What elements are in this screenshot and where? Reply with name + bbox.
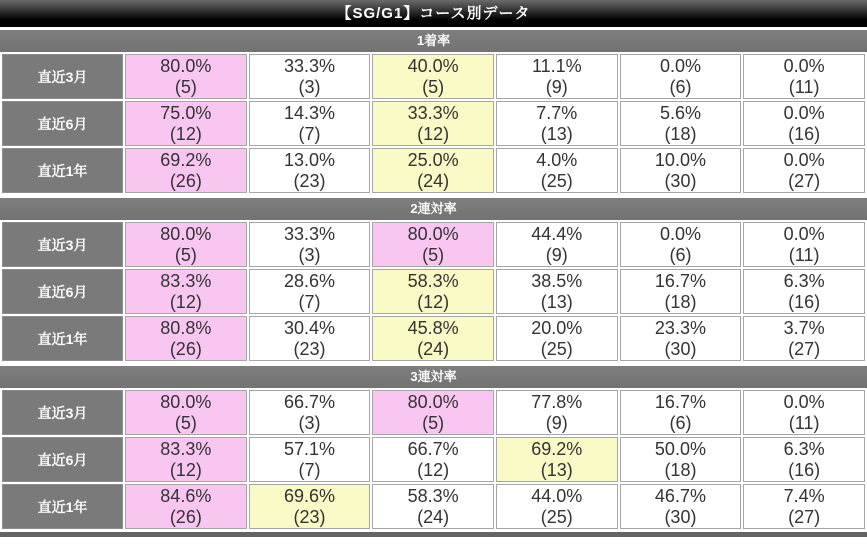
race-count: (9) — [545, 76, 568, 97]
pct-value: 57.1% — [283, 438, 335, 459]
race-count: (3) — [298, 244, 321, 265]
race-count: (11) — [788, 76, 820, 97]
race-count: (16) — [788, 459, 821, 480]
stat-cell — [620, 148, 742, 193]
row-header: 直近3月 — [2, 222, 123, 267]
pct-value: 38.5% — [531, 270, 583, 291]
race-count: (26) — [169, 338, 202, 359]
stat-cell — [496, 316, 618, 361]
pct-value: 58.3% — [407, 270, 459, 291]
pct-value: 16.7% — [654, 391, 706, 412]
pct-value: 69.2% — [531, 438, 583, 459]
race-count: (30) — [664, 338, 697, 359]
race-count: (7) — [298, 459, 321, 480]
race-count: (27) — [788, 338, 821, 359]
race-count: (13) — [540, 459, 573, 480]
stat-cell — [249, 222, 371, 267]
row-header: 直近1年 — [2, 484, 123, 529]
race-count: (5) — [422, 244, 445, 265]
stat-cell — [620, 484, 742, 529]
pct-value: 84.6% — [160, 485, 212, 506]
race-count: (24) — [417, 170, 450, 191]
stat-cell — [620, 54, 742, 99]
stat-cell — [249, 269, 371, 314]
pct-value: 30.4% — [283, 317, 335, 338]
stats-table-win-rate — [0, 52, 867, 195]
pct-value: 16.7% — [654, 270, 706, 291]
row-header: 直近3月 — [2, 390, 123, 435]
stat-cell — [743, 101, 865, 146]
race-count: (3) — [298, 412, 321, 433]
race-count: (9) — [545, 244, 568, 265]
race-count: (6) — [669, 244, 692, 265]
stat-cell — [620, 222, 742, 267]
stat-cell — [496, 269, 618, 314]
row-header: 直近6月 — [2, 101, 123, 146]
table-row — [2, 269, 865, 314]
stat-cell — [249, 54, 371, 99]
stat-cell — [125, 269, 247, 314]
pct-value: 0.0% — [783, 55, 825, 76]
pct-value: 80.0% — [407, 391, 459, 412]
race-count: (30) — [664, 506, 697, 527]
race-count: (6) — [669, 412, 692, 433]
stat-cell — [372, 316, 494, 361]
row-header: 直近6月 — [2, 269, 123, 314]
stat-cell — [372, 484, 494, 529]
race-count: (25) — [540, 170, 573, 191]
stat-cell — [372, 148, 494, 193]
section-header-top2-rate: 2連対率 — [0, 198, 867, 220]
race-count: (7) — [298, 123, 321, 144]
race-count: (16) — [788, 123, 821, 144]
pct-value: 33.3% — [283, 223, 335, 244]
pct-value: 0.0% — [783, 391, 825, 412]
stat-cell — [496, 101, 618, 146]
stat-cell — [125, 222, 247, 267]
stat-cell — [496, 54, 618, 99]
stat-cell — [125, 437, 247, 482]
race-count: (18) — [664, 291, 697, 312]
stat-cell — [620, 269, 742, 314]
stat-cell — [743, 484, 865, 529]
pct-value: 6.3% — [783, 270, 825, 291]
race-count: (13) — [540, 291, 573, 312]
race-count: (16) — [788, 291, 821, 312]
stats-table-top3-rate — [0, 388, 867, 531]
stat-cell — [496, 484, 618, 529]
bottom-divider — [0, 532, 867, 537]
pct-value: 11.1% — [531, 55, 582, 76]
pct-value: 80.0% — [160, 223, 212, 244]
stat-cell — [125, 484, 247, 529]
race-count: (23) — [293, 170, 326, 191]
pct-value: 66.7% — [283, 391, 335, 412]
stat-cell — [249, 148, 371, 193]
race-count: (12) — [169, 291, 202, 312]
table-row — [2, 484, 865, 529]
race-count: (5) — [174, 412, 197, 433]
pct-value: 3.7% — [783, 317, 825, 338]
stat-cell — [743, 148, 865, 193]
pct-value: 66.7% — [407, 438, 459, 459]
stat-cell — [372, 101, 494, 146]
pct-value: 58.3% — [407, 485, 459, 506]
race-count: (5) — [174, 76, 197, 97]
race-count: (18) — [664, 123, 697, 144]
table-row — [2, 148, 865, 193]
section-header-top3-rate: 3連対率 — [0, 366, 867, 388]
pct-value: 83.3% — [160, 438, 212, 459]
pct-value: 40.0% — [407, 55, 459, 76]
row-header: 直近3月 — [2, 54, 123, 99]
race-count: (26) — [169, 170, 202, 191]
row-header: 直近1年 — [2, 316, 123, 361]
pct-value: 5.6% — [659, 102, 701, 123]
race-count: (12) — [417, 123, 450, 144]
stat-cell — [743, 269, 865, 314]
stat-cell — [743, 54, 865, 99]
stat-cell — [620, 101, 742, 146]
pct-value: 33.3% — [283, 55, 335, 76]
stat-cell — [249, 390, 371, 435]
stat-cell — [125, 101, 247, 146]
pct-value: 7.4% — [783, 485, 825, 506]
pct-value: 14.3% — [283, 102, 335, 123]
race-count: (12) — [169, 459, 202, 480]
race-count: (23) — [293, 338, 326, 359]
stat-cell — [620, 390, 742, 435]
race-count: (11) — [788, 244, 820, 265]
stat-cell — [743, 437, 865, 482]
race-count: (12) — [417, 459, 450, 480]
table-row — [2, 54, 865, 99]
stat-cell — [372, 390, 494, 435]
page-title: 【SG/G1】コース別データ — [0, 0, 867, 27]
race-count: (11) — [788, 412, 820, 433]
race-count: (25) — [540, 338, 573, 359]
stat-cell — [496, 437, 618, 482]
pct-value: 0.0% — [659, 55, 701, 76]
race-count: (27) — [788, 170, 821, 191]
row-header: 直近1年 — [2, 148, 123, 193]
race-count: (12) — [417, 291, 450, 312]
stat-cell — [249, 437, 371, 482]
stat-cell — [125, 390, 247, 435]
race-count: (3) — [298, 76, 321, 97]
race-count: (27) — [788, 506, 821, 527]
pct-value: 75.0% — [160, 102, 212, 123]
stat-cell — [249, 484, 371, 529]
race-count: (5) — [422, 412, 445, 433]
pct-value: 50.0% — [654, 438, 706, 459]
stat-cell — [743, 316, 865, 361]
race-count: (12) — [169, 123, 202, 144]
pct-value: 80.0% — [407, 223, 459, 244]
stat-cell — [372, 437, 494, 482]
table-row — [2, 222, 865, 267]
stats-table-top2-rate — [0, 220, 867, 363]
race-count: (6) — [669, 76, 692, 97]
stat-cell — [620, 437, 742, 482]
race-count: (25) — [540, 506, 573, 527]
race-count: (13) — [540, 123, 573, 144]
pct-value: 7.7% — [536, 102, 578, 123]
section-header-win-rate: 1着率 — [0, 30, 867, 52]
race-count: (5) — [422, 76, 445, 97]
stat-cell — [743, 222, 865, 267]
table-row — [2, 437, 865, 482]
race-count: (30) — [664, 170, 697, 191]
table-row — [2, 101, 865, 146]
pct-value: 25.0% — [407, 149, 459, 170]
race-count: (9) — [545, 412, 568, 433]
pct-value: 44.4% — [531, 223, 583, 244]
pct-value: 80.0% — [160, 55, 212, 76]
pct-value: 77.8% — [531, 391, 583, 412]
stat-cell — [249, 316, 371, 361]
stat-cell — [496, 390, 618, 435]
pct-value: 0.0% — [783, 102, 825, 123]
pct-value: 80.8% — [160, 317, 212, 338]
stat-cell — [249, 101, 371, 146]
stat-cell — [125, 148, 247, 193]
table-row — [2, 390, 865, 435]
race-count: (7) — [298, 291, 321, 312]
row-header: 直近6月 — [2, 437, 123, 482]
pct-value: 0.0% — [783, 223, 825, 244]
race-count: (23) — [293, 506, 326, 527]
race-count: (24) — [417, 506, 450, 527]
pct-value: 4.0% — [536, 149, 578, 170]
pct-value: 0.0% — [659, 223, 701, 244]
stat-cell — [496, 148, 618, 193]
pct-value: 80.0% — [160, 391, 212, 412]
stat-cell — [125, 316, 247, 361]
stat-cell — [743, 390, 865, 435]
stat-cell — [372, 222, 494, 267]
pct-value: 0.0% — [783, 149, 825, 170]
pct-value: 69.6% — [283, 485, 335, 506]
race-count: (18) — [664, 459, 697, 480]
pct-value: 6.3% — [783, 438, 825, 459]
pct-value: 45.8% — [407, 317, 459, 338]
race-count: (26) — [169, 506, 202, 527]
stat-cell — [372, 269, 494, 314]
pct-value: 46.7% — [654, 485, 706, 506]
pct-value: 10.0% — [654, 149, 706, 170]
pct-value: 23.3% — [654, 317, 706, 338]
pct-value: 13.0% — [283, 149, 335, 170]
table-row — [2, 316, 865, 361]
race-count: (5) — [174, 244, 197, 265]
pct-value: 44.0% — [531, 485, 583, 506]
pct-value: 28.6% — [283, 270, 335, 291]
pct-value: 33.3% — [407, 102, 459, 123]
pct-value: 69.2% — [160, 149, 212, 170]
pct-value: 20.0% — [531, 317, 583, 338]
stat-cell — [620, 316, 742, 361]
stat-cell — [496, 222, 618, 267]
stat-cell — [125, 54, 247, 99]
pct-value: 83.3% — [160, 270, 212, 291]
stat-cell — [372, 54, 494, 99]
race-count: (24) — [417, 338, 450, 359]
